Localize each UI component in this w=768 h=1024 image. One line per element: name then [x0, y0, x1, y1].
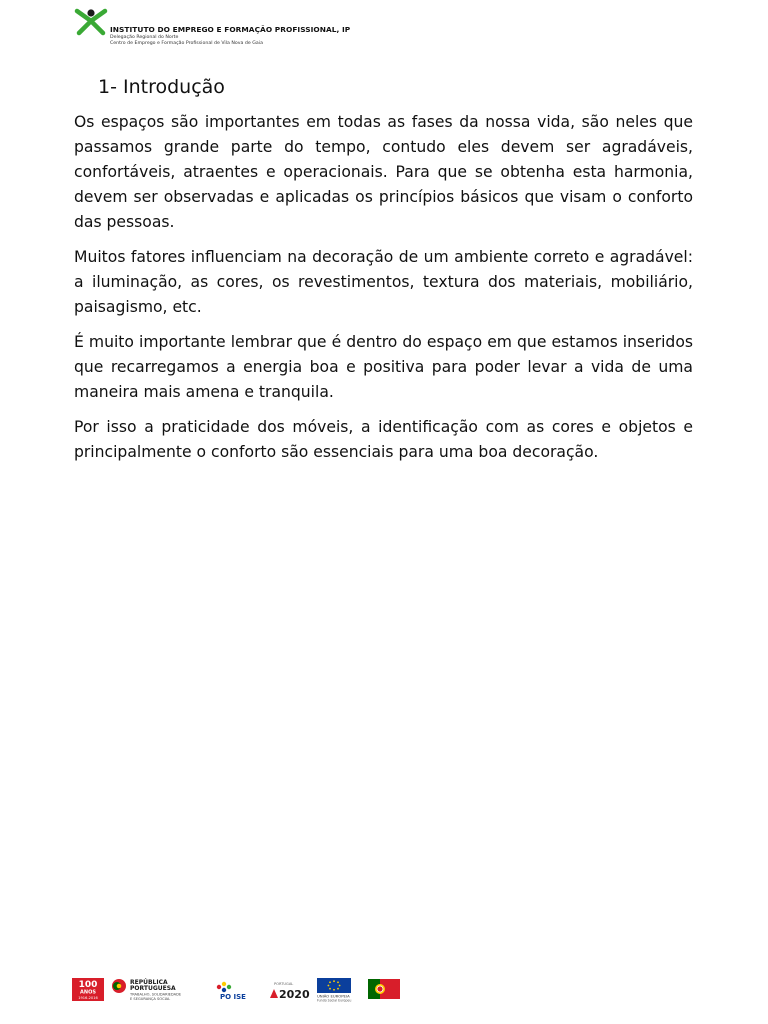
logo-100-anos: ANOS [80, 989, 96, 996]
funding-logos-footer [72, 978, 412, 1002]
rep-line-2: PORTUGUESA [130, 985, 176, 992]
republica-portuguesa-logo [110, 978, 205, 1002]
institution-name: INSTITUTO DO EMPREGO E FORMAÇÃO PROFISSIONAL, IP [110, 25, 351, 34]
paragraph: Muitos fatores influenciam na decoração de um ambiente correto e agradável: a iluminação, as cores, os revestimentos, textura dos materiais, mobiliário, paisagismo, etc. [74, 248, 693, 316]
document-header [74, 6, 694, 50]
iefp-logo-icon [74, 6, 108, 36]
paragraph: Os espaços são importantes em todas as fases da nossa vida, são neles que passamos grande parte do tempo, contudo eles devem ser agradáveis, confortáveis, atraentes e operacionais. Para que se obtenha esta harmonia, devem ser observadas e aplicadas os princípios básicos que visam o conforto das pessoas. [74, 113, 693, 231]
p2020-line-2: 2020 [279, 988, 310, 1001]
logo-100-years: 1916-2016 [78, 996, 98, 1000]
portugal-2020-logo [268, 978, 312, 1002]
eu-logo [317, 978, 363, 1002]
eu-line-1: UNIÃO EUROPEIA [317, 993, 350, 999]
delegation-name: Delegação Regional do Norte [110, 35, 179, 41]
100-anos-logo [72, 978, 104, 1001]
logo-100-number: 100 [78, 980, 98, 990]
portugal-flag-logo [368, 978, 400, 1002]
centre-name: Centro de Emprego e Formação Profissional de Vila Nova de Gaia [110, 41, 263, 47]
document-body [74, 72, 693, 475]
poise-logo [210, 978, 262, 1002]
rep-line-4: E SEGURANÇA SOCIAL [130, 997, 171, 1001]
paragraph: Por isso a praticidade dos móveis, a identificação com as cores e objetos e principalmente o conforto são essenciais para uma boa decoração. [74, 418, 693, 461]
p2020-line-1: PORTUGAL [274, 982, 294, 986]
section-title: 1- Introdução [98, 76, 225, 98]
rep-line-1: REPÚBLICA [130, 979, 168, 986]
eu-line-2: Fundo Social Europeu [317, 998, 352, 1002]
poise-label: PO ISE [220, 993, 246, 1001]
paragraph: É muito importante lembrar que é dentro do espaço em que estamos inseridos que recarregamos a energia boa e positiva para poder levar a vida de uma maneira mais amena e tranquila. [74, 333, 693, 401]
rep-line-3: TRABALHO, SOLIDARIEDADE [130, 992, 182, 997]
